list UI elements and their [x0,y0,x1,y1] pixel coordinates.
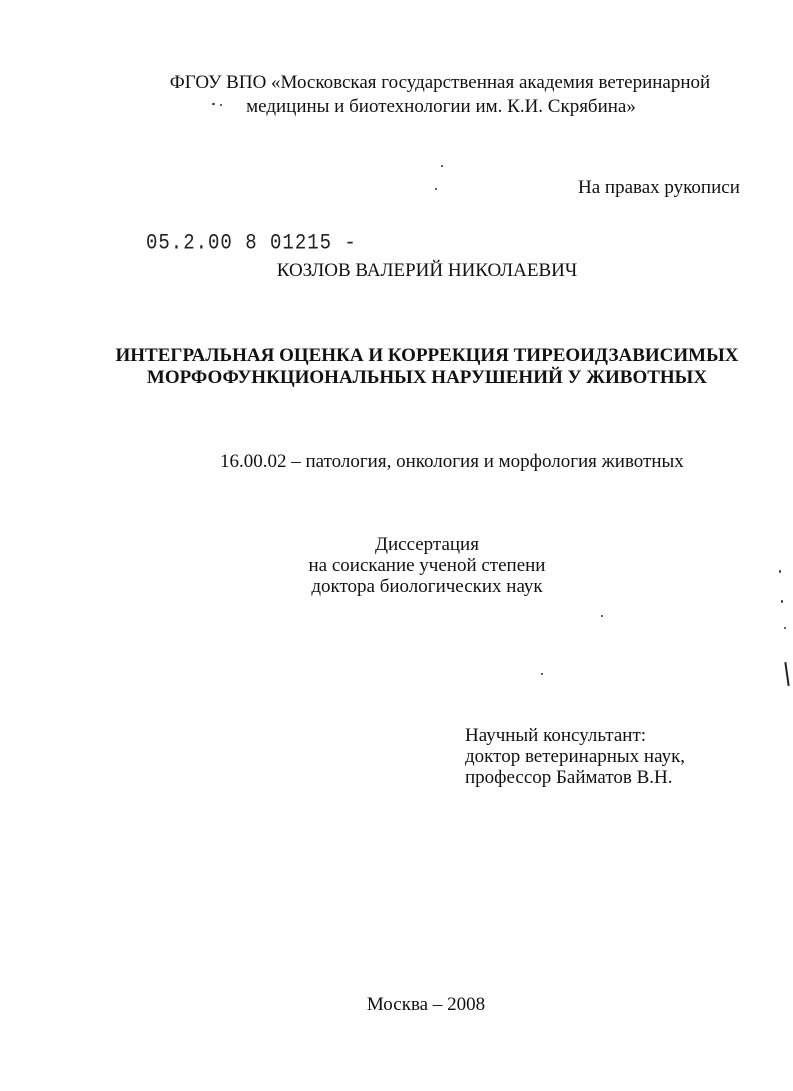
dissertation-line-3: доктора биологических наук [311,576,543,597]
dissertation-line-1: Диссертация [375,534,479,555]
rights-notice: На правах рукописи [578,177,740,198]
scan-speck [541,673,543,675]
scan-speck [212,103,215,105]
scan-speck [220,104,222,106]
specialty-code: 16.00.02 – патология, онкология и морфология животных [220,451,684,472]
title-line-2: МОРФОФУНКЦИОНАЛЬНЫХ НАРУШЕНИЙ У ЖИВОТНЫХ [146,367,708,388]
author-name: КОЗЛОВ ВАЛЕРИЙ НИКОЛАЕВИЧ [276,260,578,281]
consultant-line-2: доктор ветеринарных наук, [465,746,686,767]
archive-stamp: 05.2.00 8 01215 - [146,230,357,256]
dissertation-line-2: на соискание ученой степени [308,555,546,576]
scan-speck [779,570,781,573]
scan-speck [441,165,443,167]
institution-line-2: медицины и биотехнологии им. К.И. Скрябина» [246,96,636,117]
title-line-1: ИНТЕГРАЛЬНАЯ ОЦЕНКА И КОРРЕКЦИЯ ТИРЕОИДЗАВИСИМЫХ [115,345,739,366]
scan-speck [781,600,783,603]
scan-speck [601,615,603,617]
consultant-line-1: Научный консультант: [465,725,647,746]
institution-line-1: ФГОУ ВПО «Московская государственная академия ветеринарной [169,72,711,93]
scan-edge-mark [784,662,789,686]
city-year: Москва – 2008 [366,994,486,1015]
scan-speck [784,627,786,629]
scan-speck [435,188,437,190]
consultant-line-3: профессор Байматов В.Н. [465,767,673,788]
